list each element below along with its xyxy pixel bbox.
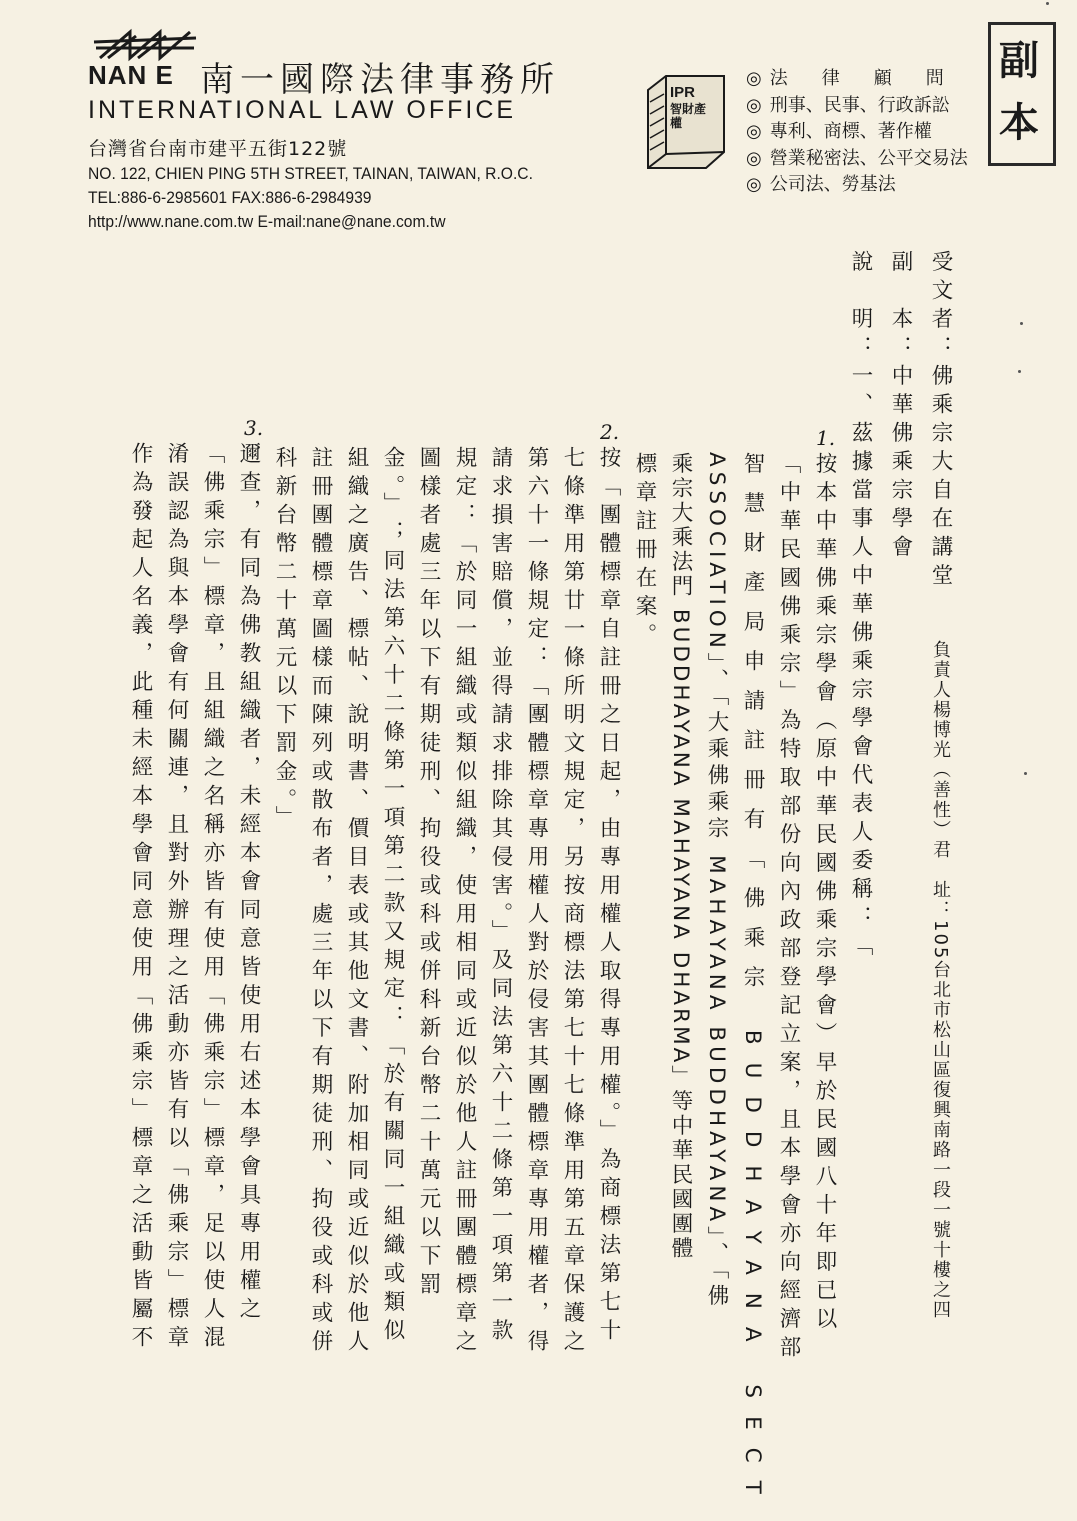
services-list [746,64,1006,197]
ipr-badge-en: IPR [670,84,696,101]
bullet-icon: ◎ [746,174,762,195]
body-column: 「中華民國佛乘宗」為特取部份向內政部登記立案，且本學會亦向經濟部 [776,452,801,1364]
service-item: ◎ 刑事、民事、行政訴訟 [746,94,950,116]
tel-fax: TEL:886-6-2985601 FAX:886-6-2984939 [88,188,372,207]
service-item: ◎ 專利、商標、著作權 [746,121,932,142]
body-column: 智慧財產局申請註冊有「佛乘宗 BUDDHAYANA SECT [740,452,765,1512]
body-column: 淆誤認為與本學會有何關連，且對外辦理之活動亦皆有以「佛乘宗」標章 [164,442,189,1354]
paragraph-number: 2. [600,420,620,444]
explain-line: 說 明：一、茲據當事人中華佛乘宗學會代表人委稱：「 [848,250,873,963]
paragraph-number: 1. [816,426,836,450]
bullet-icon: ◎ [746,121,762,142]
scan-speck [1018,370,1021,373]
recipient-line: 受文者：佛乘宗大自在講堂 [928,250,953,592]
body-column: 標章註冊在案。 [632,452,657,652]
body-column: 乘宗大乘法門 BUDDHAYANA MAHAYANA DHARMA」等中華民國團體 [668,452,693,1262]
copy-stamp-text: 副本 [999,38,1039,146]
body-column: 圖樣者處三年以下有期徒刑、拘役或科或併科新台幣二十萬元以下罰 [416,446,441,1301]
service-item: ◎ 法律顧問 [746,68,978,89]
firm-name-cn: 南一國際法律事務所 [200,60,560,100]
body-column: 七條準用第廿一條所明文規定，另按商標法第七十七條準用第五章保護之 [560,446,585,1358]
body-column: 「佛乘宗」標章，且組織之名稱亦皆有使用「佛乘宗」標章，足以使人混 [200,442,225,1354]
body-column: 按「團體標章自註冊之日起，由專用權人取得專用權。」為商標法第七十 [596,446,621,1348]
body-column: 組織之廣告、標帖、說明書、價目表或其他文書、附加相同或近似於他人 [344,446,369,1358]
ipr-badge-cn: 智財產權 [670,102,707,130]
address-en: NO. 122, CHIEN PING 5TH STREET, TAINAN, TAIWAN, R.O.C. [88,164,533,183]
service-item: ◎ 公司法、勞基法 [746,174,896,195]
scan-speck [1046,2,1049,5]
bullet-icon: ◎ [746,147,762,169]
body-column: 金。」；同法第六十二條第一項第二款又規定：「於有關同一組織或類似 [380,446,405,1348]
body-column: 規定：「於同一組織或類似組織，使用相同或近似於他人註冊團體標章之 [452,446,477,1358]
scan-speck [1024,772,1027,775]
address-cn: 台灣省台南市建平五街122號 [88,138,348,160]
body-column: ASSOCIATION」、「大乘佛乘宗 MAHAYANA BUDDHAYANA」、「佛 [704,452,729,1311]
body-column: 邇查，有同為佛教組織者，未經本會同意皆使用右述本學會具專用權之 [236,442,261,1326]
logo-text: NAN E [88,60,174,90]
body-column: 註冊團體標章圖樣而陳列或散布者，處三年以下有期徒刑、拘役或科或併 [308,446,333,1358]
representative-line: 負責人楊博光（善性）君 址：105台北市松山區復興南路一段一號十樓之四 [930,640,951,1321]
web-email: http://www.nane.com.tw E-mail:nane@nane.com.tw [88,212,446,231]
service-item: ◎ 營業秘密法、公平交易法 [746,147,968,169]
firm-name-en: INTERNATIONAL LAW OFFICE [88,96,517,124]
body-column: 科新台幣二十萬元以下罰金。」 [272,446,297,835]
body-column: 作為發起人名義，此種未經本學會同意使用「佛乘宗」標章之活動皆屬不 [128,442,153,1354]
body-column: 請求損害賠償，並得請求排除其侵害。」及同法第六十二條第一項第一款 [488,446,513,1348]
body-column: 第六十一條規定：「團體標章專用權人對於侵害其團體標章專用權者，得 [524,446,549,1358]
cc-line: 副 本：中華佛乘宗學會 [888,250,913,564]
paragraph-number: 3. [244,416,264,440]
body-column: 按本中華佛乘宗學會（原中華民國佛乘宗學會）早於民國八十年即已以 [812,452,837,1336]
scan-speck [1020,322,1023,325]
bullet-icon: ◎ [746,94,762,116]
bullet-icon: ◎ [746,68,762,89]
